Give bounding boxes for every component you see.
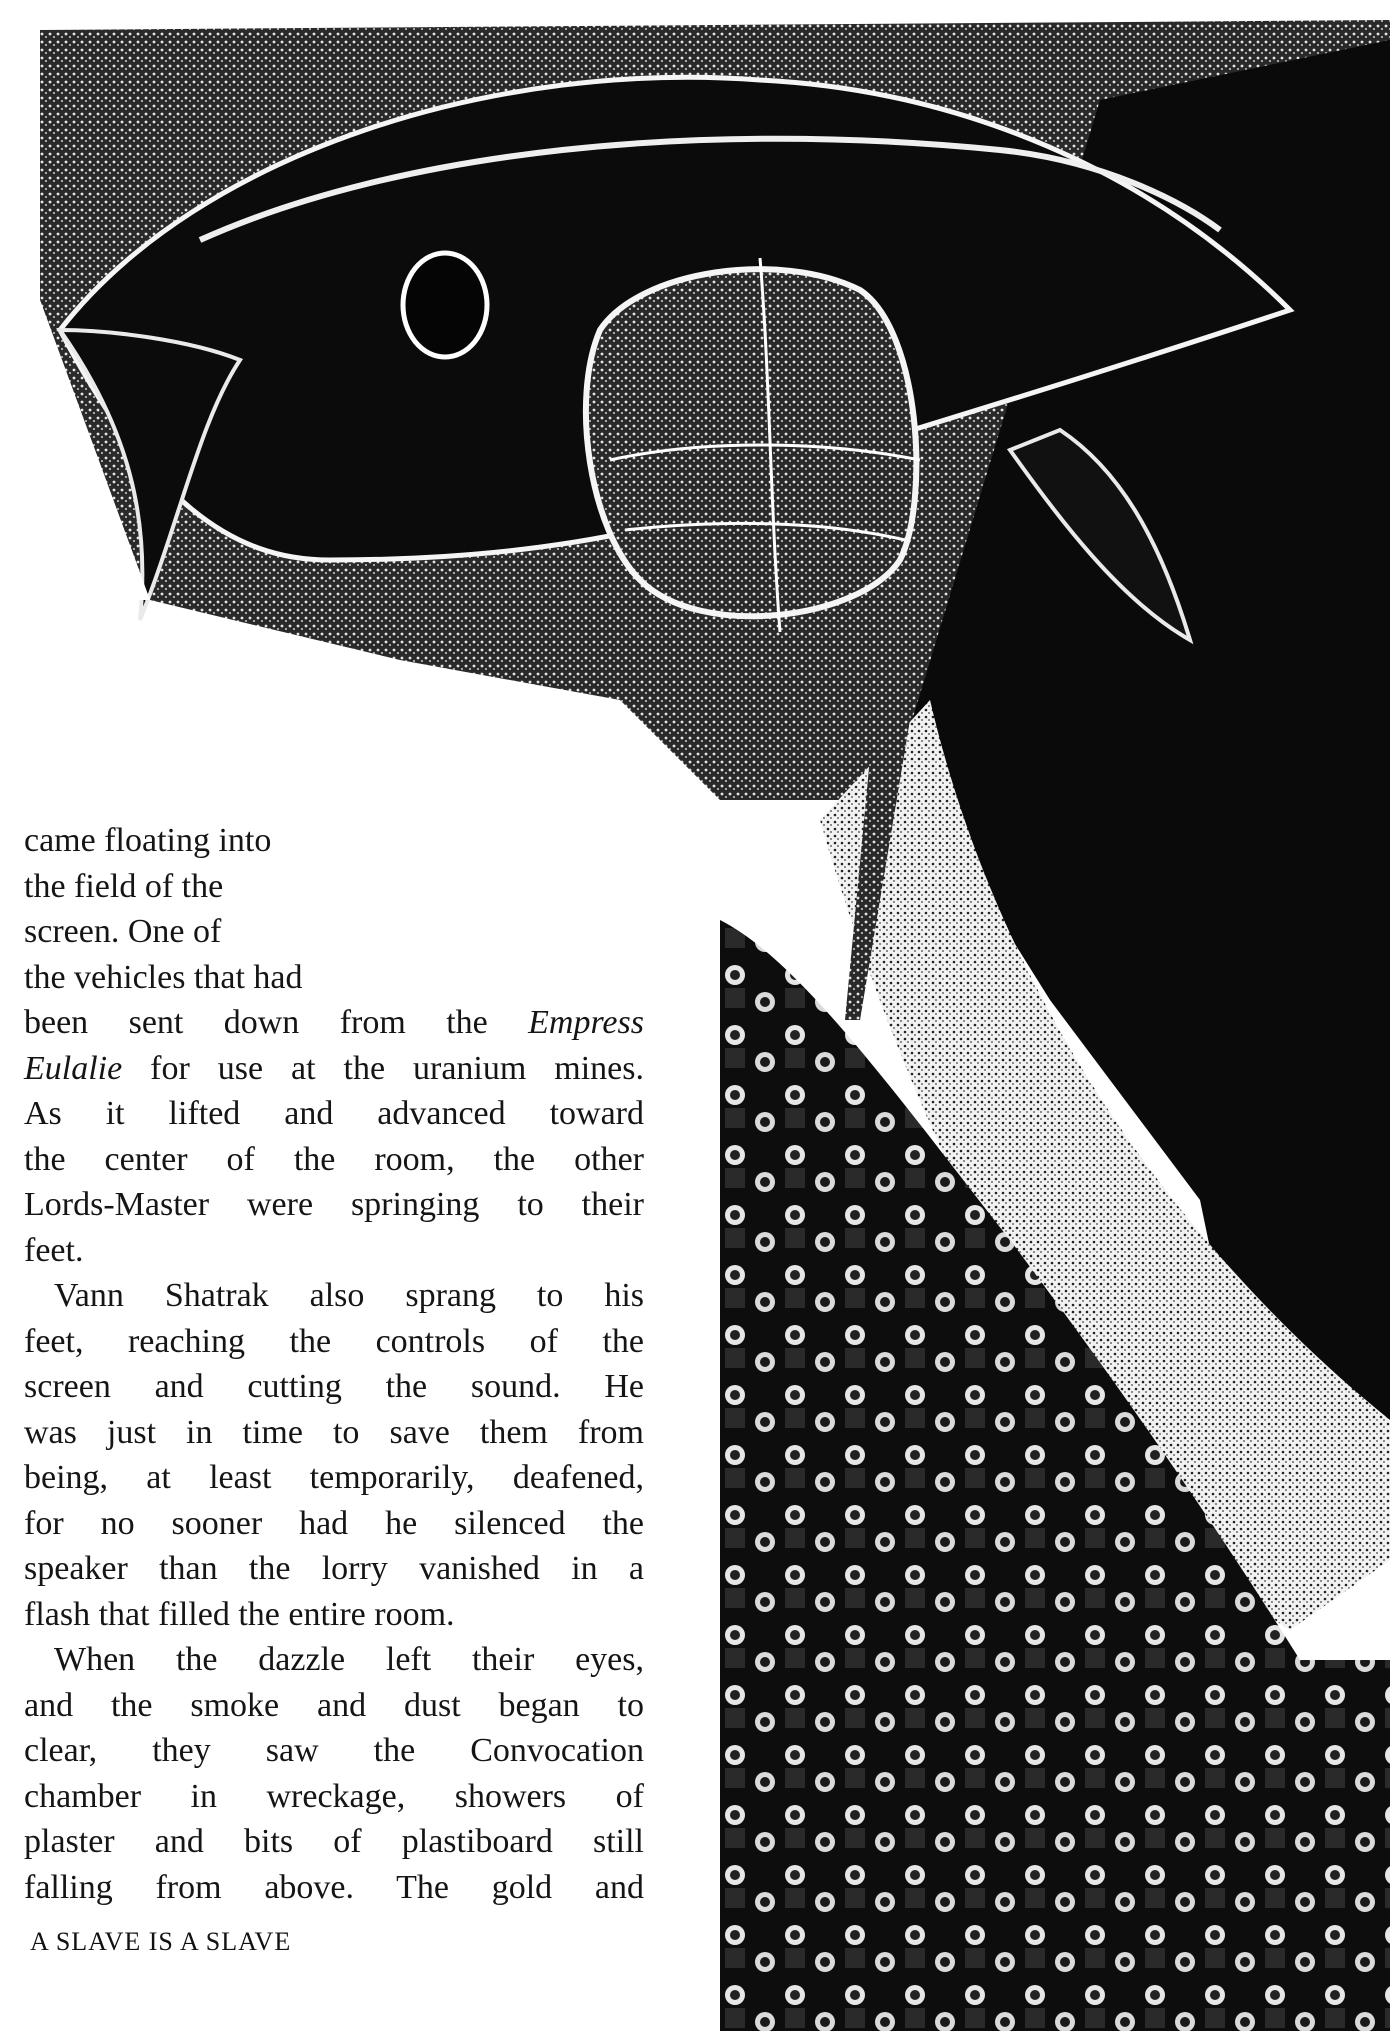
ship-name-italic: Eulalie xyxy=(24,1049,123,1087)
text-line: Eulalie for use at the uranium mines. xyxy=(24,1049,644,1087)
text-line: falling from above. The gold and xyxy=(24,1868,644,1906)
text-line: screen and cutting the sound. He xyxy=(24,1368,644,1405)
text-line: When the dazzle left their eyes, xyxy=(54,1641,644,1678)
text-line: for no sooner had he silenced the xyxy=(24,1504,644,1542)
text-line: was just in time to save them from xyxy=(24,1413,644,1451)
text-line: the field of the xyxy=(24,867,224,905)
text-line: flash that filled the entire room. xyxy=(24,1595,455,1633)
ship-porthole xyxy=(403,253,487,357)
text-line: and the smoke and dust began to xyxy=(24,1686,644,1724)
text-line: chamber in wreckage, showers of xyxy=(24,1777,644,1815)
text-line: speaker than the lorry vanished in a xyxy=(24,1550,644,1587)
running-footer: A SLAVE IS A SLAVE xyxy=(30,1927,292,1956)
text-line: being, at least temporarily, deafened, xyxy=(24,1459,644,1496)
text-line: plaster and bits of plastiboard still xyxy=(24,1823,644,1860)
text-line: been sent down from the Empress xyxy=(24,1004,644,1041)
text-line: feet, reaching the controls of the xyxy=(24,1322,644,1360)
text-line: clear, they saw the Convocation xyxy=(24,1732,644,1769)
text-line: Lords-Master were springing to their xyxy=(24,1186,644,1223)
story-text xyxy=(24,818,644,1910)
text-line: came floating into xyxy=(24,822,272,859)
text-line: the center of the room, the other xyxy=(24,1140,644,1178)
text-line: feet. xyxy=(24,1231,84,1269)
text-line: As it lifted and advanced toward xyxy=(24,1095,644,1132)
text-line: screen. One of xyxy=(24,913,222,950)
text-line: the vehicles that had xyxy=(24,958,303,996)
ship-cockpit xyxy=(586,269,916,616)
ship-name-italic: Empress xyxy=(528,1004,644,1041)
text-line: Vann Shatrak also sprang to his xyxy=(54,1277,644,1314)
